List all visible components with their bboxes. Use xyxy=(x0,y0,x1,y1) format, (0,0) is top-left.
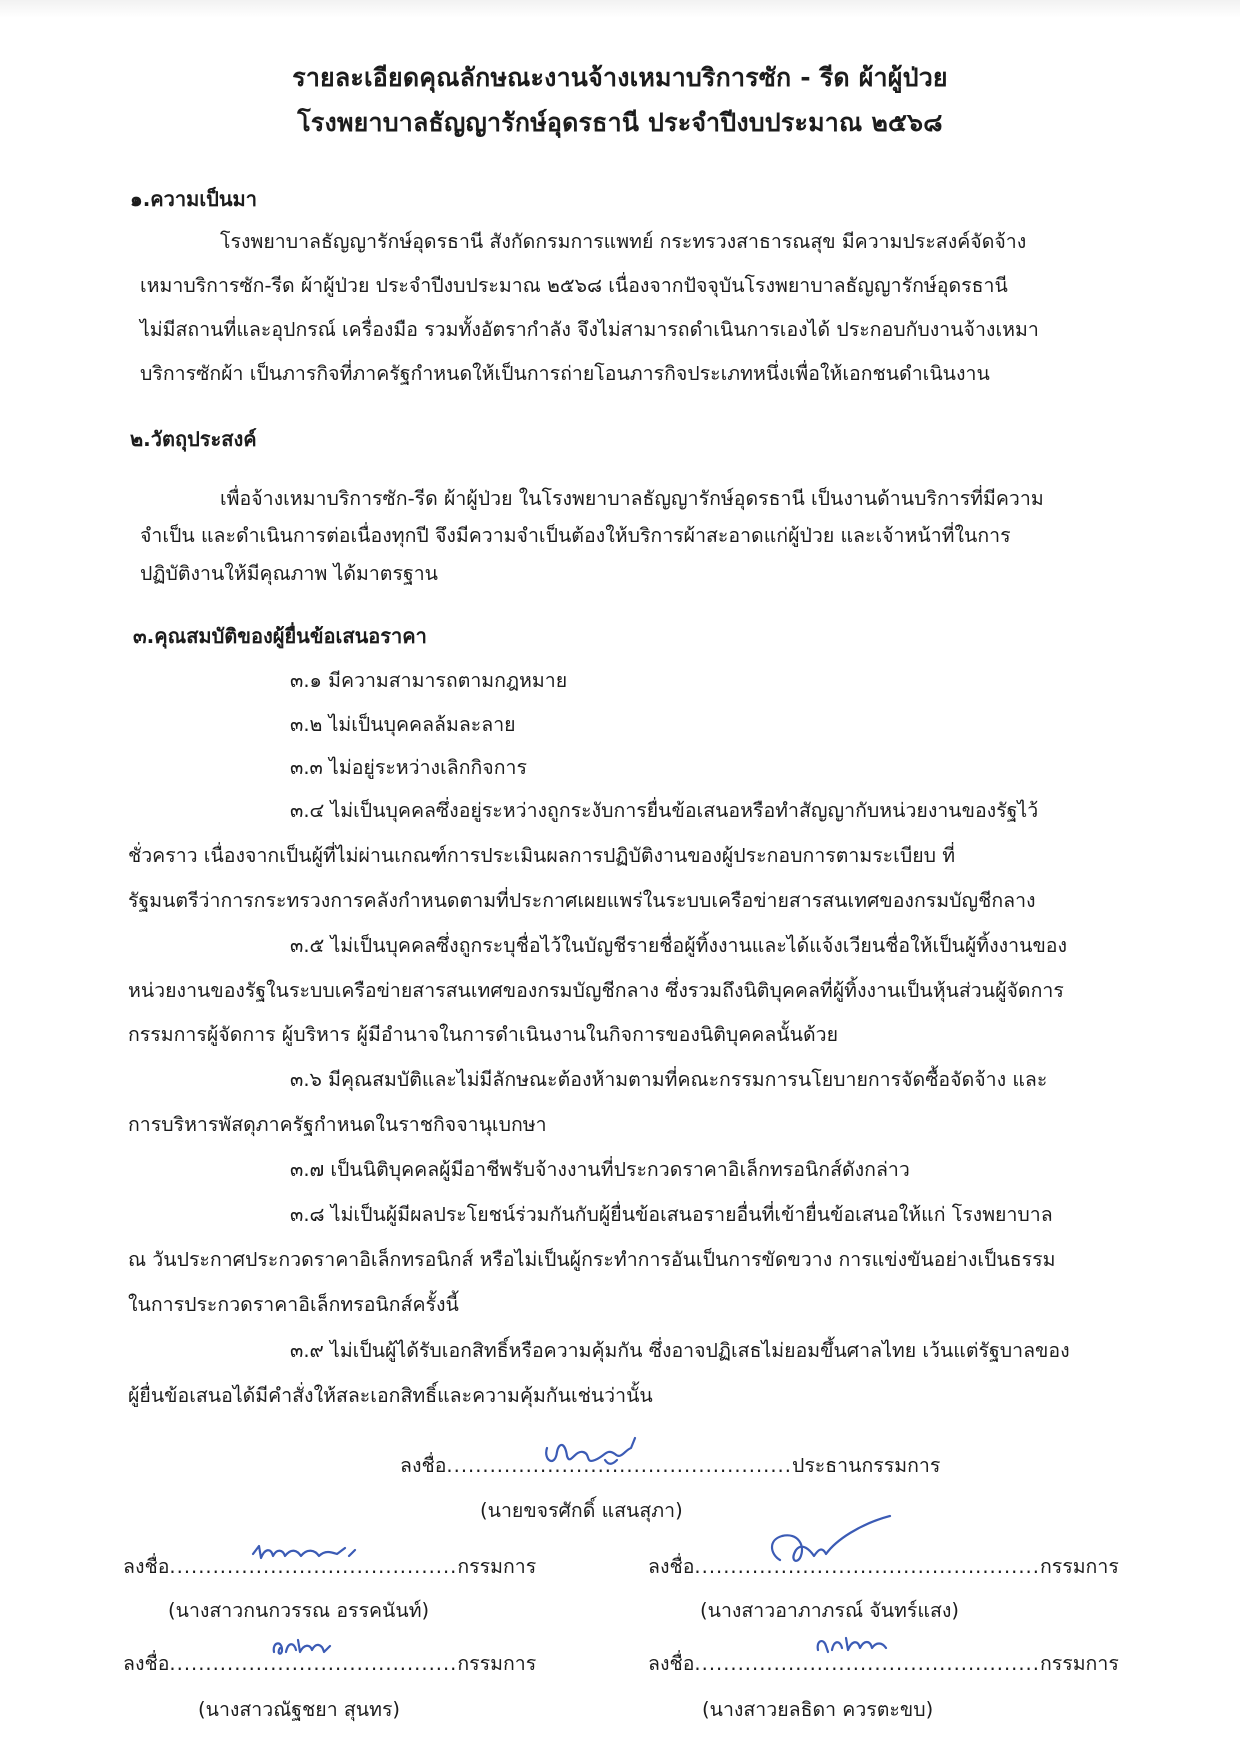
scan-edge xyxy=(0,0,1240,18)
qualification-item: ๓.๒ ไม่เป็นบุคคลล้มละลาย xyxy=(290,713,516,736)
qualification-item: ๓.๓ ไม่อยู่ระหว่างเลิกกิจการ xyxy=(290,756,527,779)
document-title: รายละเอียดคุณลักษณะงานจ้างเหมาบริการซัก - รีด ผ้าผู้ป่วย xyxy=(292,63,948,92)
qualification-item: ๓.๕ ไม่เป็นบุคคลซึ่งถูกระบุชื่อไว้ในบัญชีรายชื่อผู้ทิ้งงานและได้แจ้งเวียนชื่อให้เป็นผู้ทิ้งงานของ xyxy=(290,934,1068,957)
section2-line: เพื่อจ้างเหมาบริการซัก-รีด ผ้าผู้ป่วย ในโรงพยาบาลธัญญารักษ์อุดรธานี เป็นงานด้านบริการที่มีความ xyxy=(220,487,1044,510)
qualification-item: ชั่วคราว เนื่องจากเป็นผู้ที่ไม่ผ่านเกณฑ์การประเมินผลการปฏิบัติงานของผู้ประกอบการตามระเบียบ ที่ xyxy=(128,844,956,867)
document-subtitle: โรงพยาบาลธัญญารักษ์อุดรธานี ประจำปีงบประมาณ ๒๕๖๘ xyxy=(297,108,943,137)
qualification-item: ๓.๙ ไม่เป็นผู้ได้รับเอกสิทธิ์หรือความคุ้มกัน ซึ่งอาจปฏิเสธไม่ยอมขึ้นศาลไทย เว้นแต่รัฐบาลของ xyxy=(290,1339,1070,1362)
member3-signature-scribble xyxy=(268,1634,338,1662)
member1-signature-line: ลงชื่อ........................................กรรมการ xyxy=(123,1555,537,1578)
qualification-item: ณ วันประกาศประกวดราคาอิเล็กทรอนิกส์ หรือไม่เป็นผู้กระทำการอันเป็นการขัดขวาง การแข่งขันอย่างเป็นธรรม xyxy=(128,1248,1056,1271)
member2-signature-scribble xyxy=(750,1510,900,1570)
member4-name: (นางสาวยลธิดา ควรตะขบ) xyxy=(702,1698,934,1721)
section2-line: ปฏิบัติงานให้มีคุณภาพ ได้มาตรฐาน xyxy=(140,562,438,585)
qualification-item: ๓.๑ มีความสามารถตามกฎหมาย xyxy=(290,669,568,692)
member3-signature-line: ลงชื่อ........................................กรรมการ xyxy=(123,1652,537,1675)
section3-heading: ๓.คุณสมบัติของผู้ยื่นข้อเสนอราคา xyxy=(133,624,427,648)
qualification-item: การบริหารพัสดุภาครัฐกำหนดในราชกิจจานุเบกษา xyxy=(128,1113,547,1136)
section1-line: โรงพยาบาลธัญญารักษ์อุดรธานี สังกัดกรมการแพทย์ กระทรวงสาธารณสุข มีความประสงค์จัดจ้าง xyxy=(220,230,1027,253)
member4-signature-scribble xyxy=(812,1630,892,1660)
chair-name: (นายขจรศักดิ์ แสนสุภา) xyxy=(480,1499,683,1522)
member1-name: (นางสาวกนกวรรณ อรรคนันท์) xyxy=(168,1599,430,1622)
member2-name: (นางสาวอาภาภรณ์ จันทร์แสง) xyxy=(700,1599,959,1622)
qualification-item: ๓.๗ เป็นนิติบุคคลผู้มีอาชีพรับจ้างงานที่ประกวดราคาอิเล็กทรอนิกส์ดังกล่าว xyxy=(290,1158,910,1181)
qualification-item: กรรมการผู้จัดการ ผู้บริหาร ผู้มีอำนาจในการดำเนินงานในกิจการของนิติบุคคลนั้นด้วย xyxy=(128,1023,838,1046)
chair-signature-line: ลงชื่อ................................................ประธานกรรมการ xyxy=(400,1454,941,1477)
section2-line: จำเป็น และดำเนินการต่อเนื่องทุกปี จึงมีความจำเป็นต้องให้บริการผ้าสะอาดแก่ผู้ป่วย และเจ้าหน้าที่ในการ xyxy=(140,524,1011,547)
member3-name: (นางสาวณัฐชยา สุนทร) xyxy=(198,1698,401,1721)
qualification-item: รัฐมนตรีว่าการกระทรวงการคลังกำหนดตามที่ประกาศเผยแพร่ในระบบเครือข่ายสารสนเทศของกรมบัญชีกลาง xyxy=(128,889,1036,912)
qualification-item: ๓.๖ มีคุณสมบัติและไม่มีลักษณะต้องห้ามตามที่คณะกรรมการนโยบายการจัดซื้อจัดจ้าง และ xyxy=(290,1068,1048,1091)
member4-signature-line: ลงชื่อ................................................กรรมการ xyxy=(648,1652,1119,1675)
qualification-item: ในการประกวดราคาอิเล็กทรอนิกส์ครั้งนี้ xyxy=(128,1293,459,1316)
qualification-item: ๓.๔ ไม่เป็นบุคคลซึ่งอยู่ระหว่างถูกระงับการยื่นข้อเสนอหรือทำสัญญากับหน่วยงานของรัฐไว้ xyxy=(290,799,1039,822)
member1-signature-scribble xyxy=(245,1540,365,1570)
section1-line: บริการซักผ้า เป็นภารกิจที่ภาครัฐกำหนดให้เป็นการถ่ายโอนภารกิจประเภทหนึ่งเพื่อให้เอกชนดำเนินงาน xyxy=(140,362,990,385)
section1-line: ไม่มีสถานที่และอุปกรณ์ เครื่องมือ รวมทั้งอัตรากำลัง จึงไม่สามารถดำเนินการเองได้ ประกอบกับงานจ้างเหมา xyxy=(140,318,1039,341)
qualification-item: หน่วยงานของรัฐในระบบเครือข่ายสารสนเทศของกรมบัญชีกลาง ซึ่งรวมถึงนิติบุคคลที่ผู้ทิ้งงานเป็นหุ้นส่วนผู้จัดการ xyxy=(128,979,1064,1002)
qualification-item: ผู้ยื่นข้อเสนอได้มีคำสั่งให้สละเอกสิทธิ์และความคุ้มกันเช่นว่านั้น xyxy=(128,1384,653,1407)
section1-line: เหมาบริการซัก-รีด ผ้าผู้ป่วย ประจำปีงบประมาณ ๒๕๖๘ เนื่องจากปัจจุบันโรงพยาบาลธัญญารักษ์อุดรธานี xyxy=(140,274,1008,297)
member2-signature-line: ลงชื่อ................................................กรรมการ xyxy=(648,1555,1119,1578)
section1-heading: ๑.ความเป็นมา xyxy=(130,187,257,211)
qualification-item: ๓.๘ ไม่เป็นผู้มีผลประโยชน์ร่วมกันกับผู้ยื่นข้อเสนอรายอื่นที่เข้ายื่นข้อเสนอให้แก่ โรงพยาบาล xyxy=(290,1203,1053,1226)
chair-signature-scribble xyxy=(535,1430,665,1480)
section2-heading: ๒.วัตถุประสงค์ xyxy=(130,427,257,451)
